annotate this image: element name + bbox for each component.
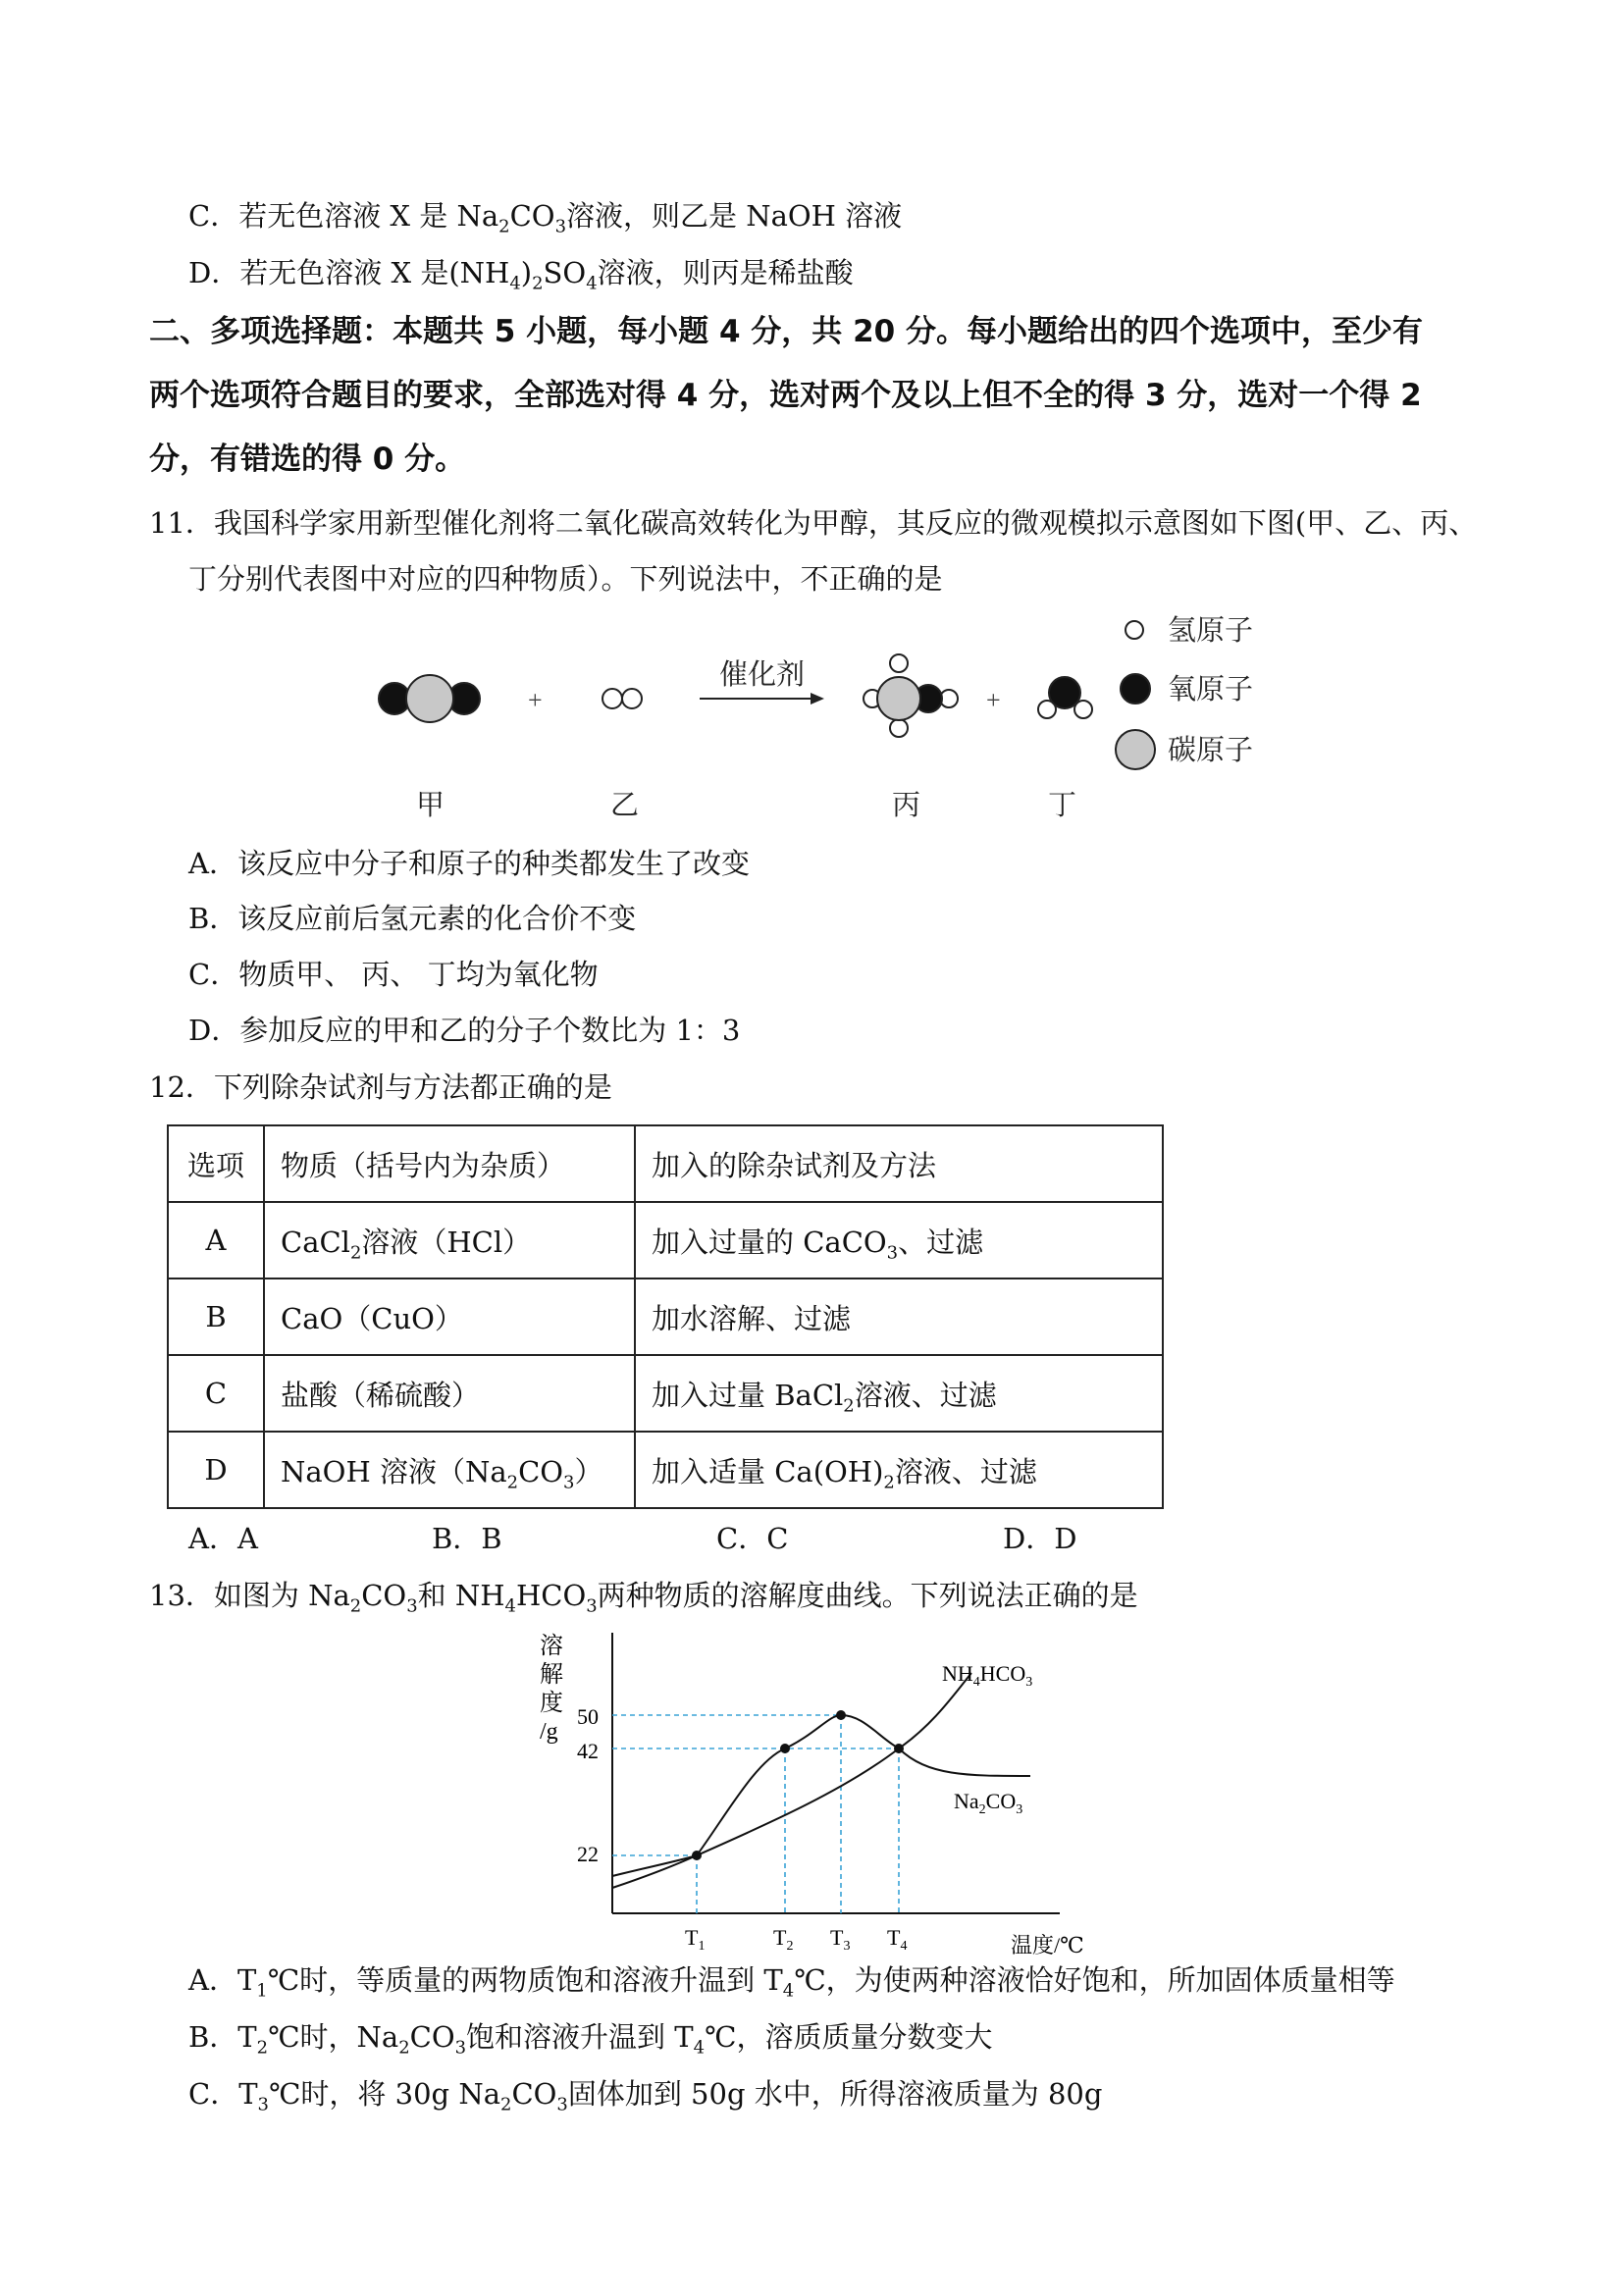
y-tick-42: 42 bbox=[577, 1739, 599, 1763]
q13-option-b: B．$T_2℃$时，$Na_2CO_3$饱和溶液升温到 $T_4℃$，溶质质量分数变大 bbox=[188, 2020, 993, 2059]
q11-option-c: C．物质甲、 丙、 丁均为氧化物 bbox=[188, 958, 599, 991]
label-jia: 甲 bbox=[416, 790, 445, 821]
row-option: C bbox=[168, 1355, 264, 1432]
table-header-cell: 选项 bbox=[168, 1125, 264, 1202]
series-label-na2co3: $Na_2CO_3$ bbox=[954, 1789, 1023, 1817]
y-label-1: 溶 bbox=[540, 1634, 563, 1659]
y-label-2: 解 bbox=[540, 1662, 563, 1688]
q11-stem-line1: 11．我国科学家用新型催化剂将二氧化碳高效转化为甲醇，其反应的微观模拟示意图如下图(甲、乙、丙、 bbox=[149, 506, 1478, 540]
row-substance: CaO（CuO） bbox=[264, 1278, 635, 1355]
x-tick-t1: $T_1$ bbox=[685, 1925, 706, 1954]
row-substance: NaOH 溶液$(Na_2CO_3)$ bbox=[264, 1432, 635, 1508]
q12-answer-c: C．C bbox=[716, 1522, 789, 1555]
x-axis-label: 温度/℃ bbox=[1011, 1933, 1084, 1957]
table-header-cell: 物质（括号内为杂质） bbox=[264, 1125, 635, 1202]
x-tick-t4: $T_4$ bbox=[887, 1925, 908, 1954]
chart-points bbox=[692, 1710, 904, 1860]
x-tick-t2: $T_2$ bbox=[773, 1925, 794, 1954]
q11-stem-line2: 丁分别代表图中对应的四种物质）。下列说法中，不正确的是 bbox=[188, 562, 943, 596]
legend-hydrogen-label: 氢原子 bbox=[1168, 615, 1254, 647]
label-ding: 丁 bbox=[1048, 790, 1077, 821]
row-substance: CaCl$_2$溶液（HCl） bbox=[264, 1202, 635, 1278]
legend-carbon-label: 碳原子 bbox=[1168, 735, 1254, 766]
section2-line3: 分，有错选的得 0 分。 bbox=[149, 442, 466, 477]
row-option: A bbox=[168, 1202, 264, 1278]
q12-answer-a: A．A bbox=[188, 1522, 258, 1555]
label-yi: 乙 bbox=[610, 790, 640, 821]
y-tick-22: 22 bbox=[577, 1842, 599, 1866]
q11-option-d: D．参加反应的甲和乙的分子个数比为 1：3 bbox=[188, 1014, 741, 1047]
plus-sign-1: + bbox=[528, 686, 543, 714]
q10-option-c: C．若无色溶液 X 是 $Na_2CO_3$溶液，则乙是 NaOH 溶液 bbox=[188, 199, 903, 237]
row-method: 加水溶解、过滤 bbox=[635, 1278, 1163, 1355]
series-label-nh4hco3: $NH_4HCO_3$ bbox=[942, 1661, 1033, 1690]
q13-stem: 13．如图为 $Na_2CO_3$和 $NH_4HCO_3$两种物质的溶解度曲线。下列说法正确的是 bbox=[149, 1579, 1138, 1617]
q10-option-d: D．若无色溶液 X 是$(NH_4)_2SO_4$溶液，则丙是稀盐酸 bbox=[188, 256, 854, 294]
section2-line1: 二、多项选择题：本题共 5 小题，每小题 4 分，共 20 分。每小题给出的四个选项中，至少有 bbox=[149, 314, 1424, 349]
q11-option-a: A．该反应中分子和原子的种类都发生了改变 bbox=[188, 847, 750, 880]
q11-option-b: B．该反应前后氢元素的化合价不变 bbox=[188, 902, 637, 935]
row-option: B bbox=[168, 1278, 264, 1355]
section2-line2: 两个选项符合题目的要求，全部选对得 4 分，选对两个及以上但不全的得 3 分，选对一个得 2 bbox=[149, 378, 1422, 413]
legend-oxygen-label: 氧原子 bbox=[1168, 674, 1254, 705]
table-header-cell: 加入的除杂试剂及方法 bbox=[635, 1125, 1163, 1202]
q13-option-a: A．$T_1℃$时，等质量的两物质饱和溶液升温到 $T_4℃$，为使两种溶液恰好饱和，所加固体质量相等 bbox=[188, 1963, 1395, 2002]
q12-answer-d: D．D bbox=[1003, 1522, 1077, 1555]
q13-option-c: C．$T_3℃$时，将 30g $Na_2CO_3$固体加到 50g 水中，所得溶液质量为 80g bbox=[188, 2077, 1103, 2115]
q12-stem: 12．下列除杂试剂与方法都正确的是 bbox=[149, 1070, 612, 1104]
catalyst-label: 催化剂 bbox=[719, 659, 806, 691]
y-label-4: /g bbox=[540, 1719, 558, 1745]
x-tick-t3: $T_3$ bbox=[830, 1925, 851, 1954]
row-method: 加入过量的 CaCO$_3$、过滤 bbox=[635, 1202, 1163, 1278]
row-option: D bbox=[168, 1432, 264, 1508]
label-bing: 丙 bbox=[892, 790, 921, 821]
y-label-3: 度 bbox=[540, 1691, 563, 1716]
q12-answer-b: B．B bbox=[432, 1522, 502, 1555]
row-method: 加入过量 BaCl$_2$溶液、过滤 bbox=[635, 1355, 1163, 1432]
y-tick-50: 50 bbox=[577, 1704, 599, 1729]
plus-sign-2: + bbox=[986, 686, 1001, 714]
row-method: 加入适量 $Ca(OH)_2$溶液、过滤 bbox=[635, 1432, 1163, 1508]
row-substance: 盐酸（稀硫酸） bbox=[264, 1355, 635, 1432]
guide-lines bbox=[612, 1715, 899, 1913]
